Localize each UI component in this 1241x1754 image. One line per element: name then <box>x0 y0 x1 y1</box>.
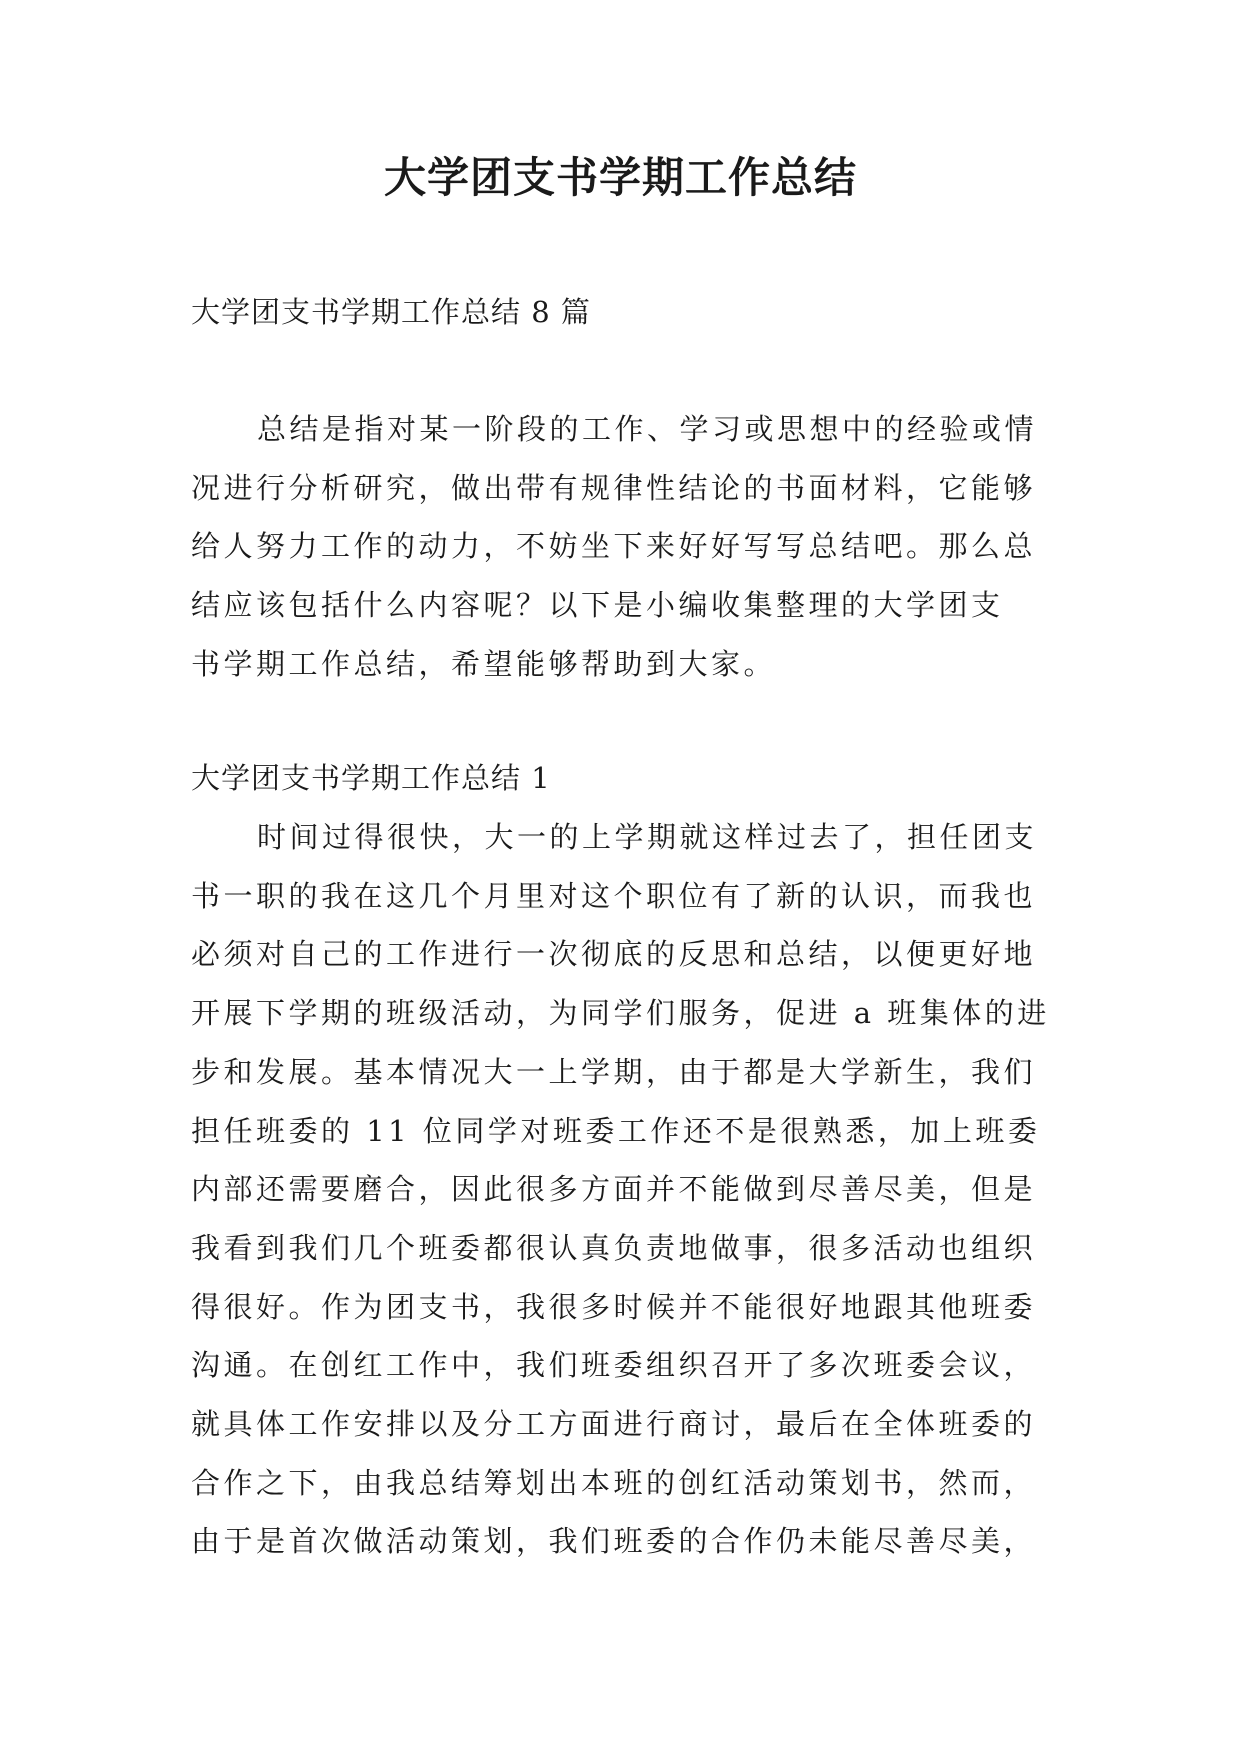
body-line: 开展下学期的班级活动，为同学们服务，促进 a 班集体的进 <box>191 996 1050 1031</box>
body-line: 时间过得很快，大一的上学期就这样过去了，担任团支 <box>257 820 1038 854</box>
body-line: 就具体工作安排以及分工方面进行商讨，最后在全体班委的 <box>191 1407 1037 1442</box>
body-line: 我看到我们几个班委都很认真负责地做事，很多活动也组织 <box>191 1230 1037 1265</box>
intro-line: 书学期工作总结，希望能够帮助到大家。 <box>191 646 777 681</box>
intro-line: 况进行分析研究，做出带有规律性结论的书面材料，它能够 <box>191 470 1037 505</box>
intro-line: 结应该包括什么内容呢？以下是小编收集整理的大学团支 <box>191 588 1004 623</box>
body-line: 由于是首次做活动策划，我们班委的合作仍未能尽善尽美， <box>191 1524 1037 1559</box>
body-line: 担任班委的 11 位同学对班委工作还不是很熟悉，加上班委 <box>191 1113 1041 1148</box>
document-title: 大学团支书学期工作总结 <box>383 153 857 202</box>
body-line: 必须对自己的工作进行一次彻底的反思和总结，以便更好地 <box>191 937 1037 972</box>
intro-paragraph <box>191 400 1051 694</box>
intro-line: 总结是指对某一阶段的工作、学习或思想中的经验或情 <box>257 412 1038 446</box>
document-subtitle: 大学团支书学期工作总结 8 篇 <box>191 295 591 329</box>
body-paragraph <box>191 808 1051 1571</box>
section-heading: 大学团支书学期工作总结 1 <box>191 761 551 795</box>
body-line: 得很好。作为团支书，我很多时候并不能很好地跟其他班委 <box>191 1289 1037 1324</box>
body-line: 书一职的我在这几个月里对这个职位有了新的认识，而我也 <box>191 878 1037 913</box>
intro-line: 给人努力工作的动力，不妨坐下来好好写写总结吧。那么总 <box>191 529 1037 564</box>
body-line: 沟通。在创红工作中，我们班委组织召开了多次班委会议， <box>191 1348 1037 1383</box>
body-line: 内部还需要磨合，因此很多方面并不能做到尽善尽美，但是 <box>191 1172 1037 1207</box>
body-line: 步和发展。基本情况大一上学期，由于都是大学新生，我们 <box>191 1054 1037 1089</box>
body-line: 合作之下，由我总结筹划出本班的创红活动策划书，然而， <box>191 1465 1037 1500</box>
